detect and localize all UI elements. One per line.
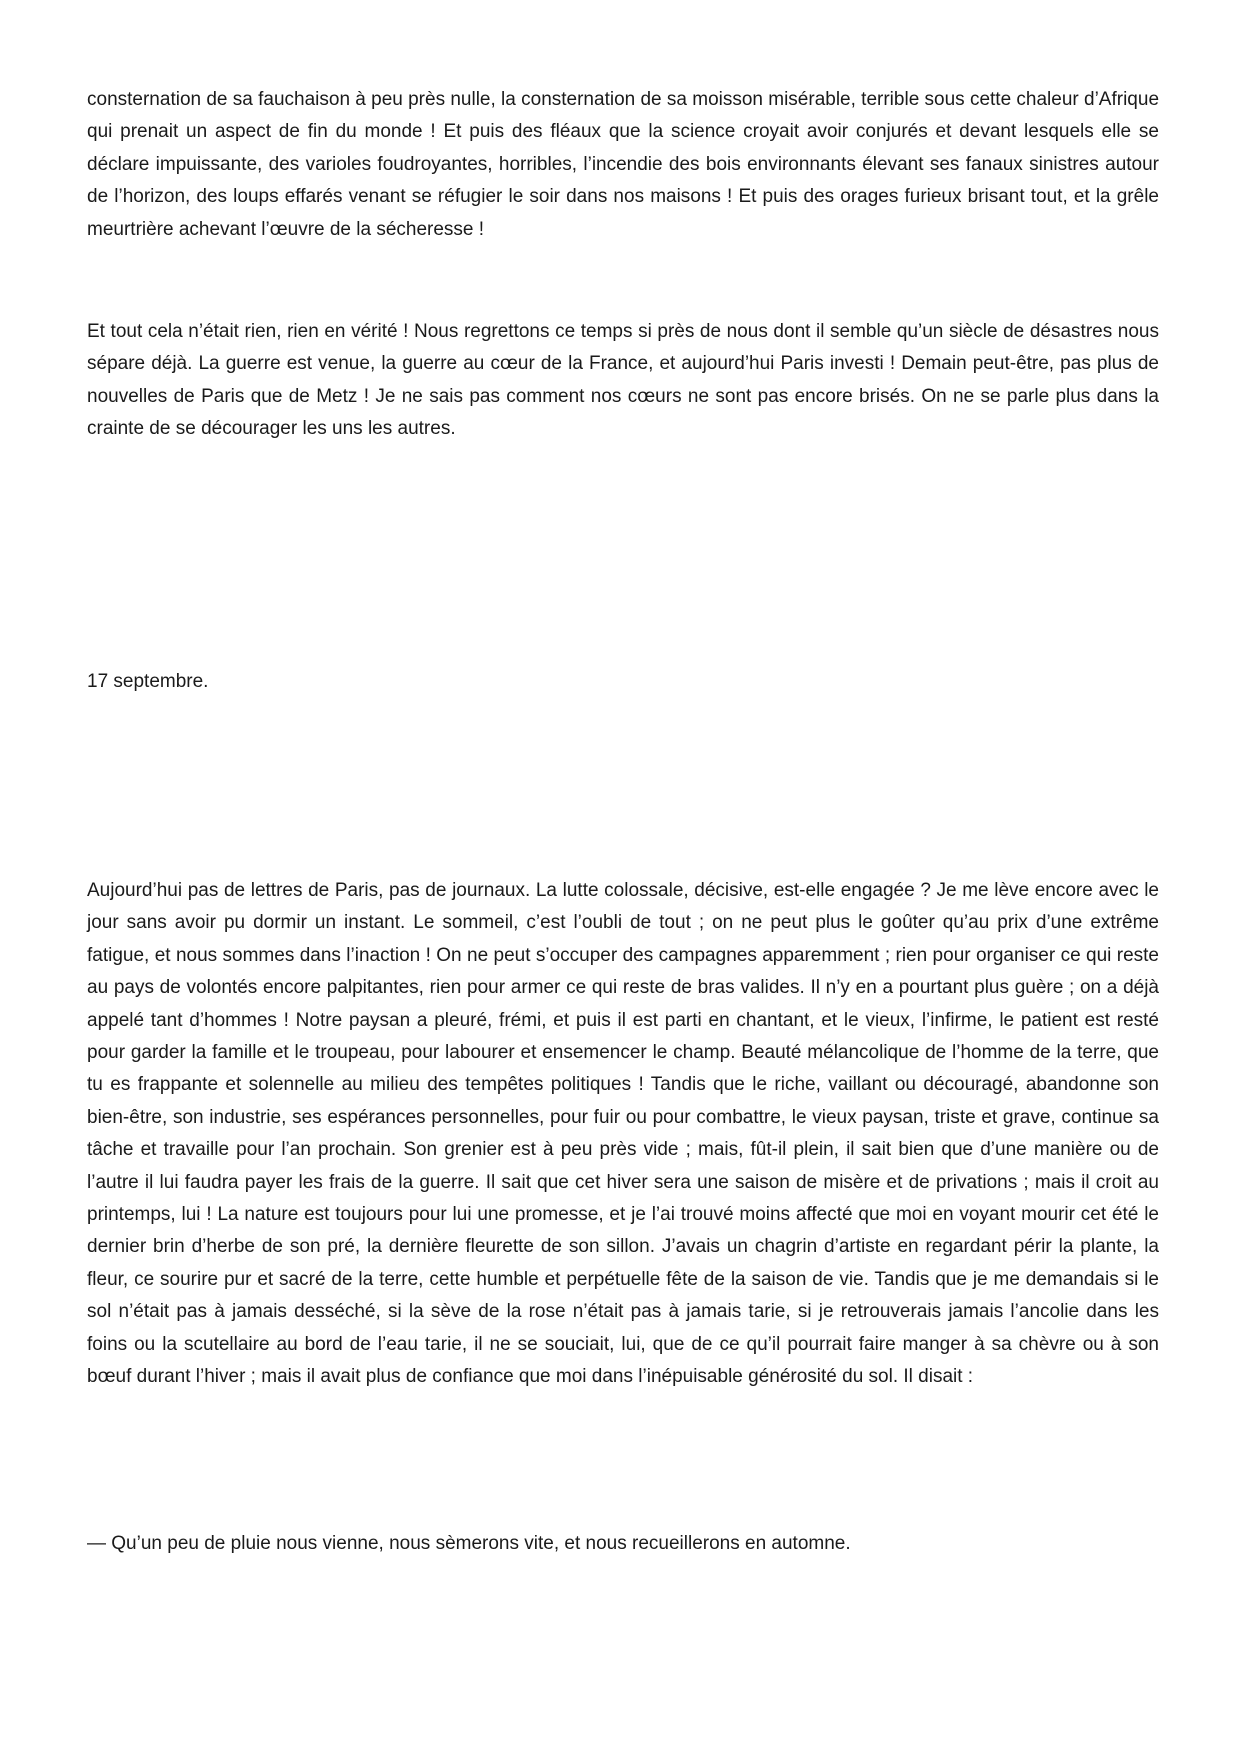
paragraph-dialogue: — Qu’un peu de pluie nous vienne, nous sèmerons vite, et nous recueillerons en automne. [87,1533,851,1554]
paragraph-war: Et tout cela n’était rien, rien en vérité ! Nous regrettons ce temps si près de nous dont il semble qu’un siècle de désastres nous sépare déjà. La guerre est venue, la guerre au cœur de la France, et aujourd’hui Paris investi ! Demain peut-être, pas plus de nouvelles de Paris que de Metz ! Je ne sais pas comment nos cœurs ne sont pas encore brisés. On ne se parle plus dans la crainte de se décourager les uns les autres. [87,321,1159,440]
paragraph-peasant: Aujourd’hui pas de lettres de Paris, pas de journaux. La lutte colossale, décisive, est-elle engagée ? Je me lève encore avec le jour sans avoir pu dormir un instant. Le sommeil, c’est l’oubli de tout ; on ne peut plus le goûter qu’au prix d’une extrême fatigue, et nous sommes dans l’inaction ! On ne peut s’occuper des campagnes apparemment ; rien pour organiser ce qui reste au pays de volontés encore palpitantes, rien pour armer ce qui reste de bras valides. Il n’y en a pourtant plus guère ; on a déjà appelé tant d’hommes ! Notre paysan a pleuré, frémi, et puis il est parti en chantant, et le vieux, l’infirme, le patient est resté pour garder la famille et le troupeau, pour labourer et ensemencer le champ. Beauté mélancolique de l’homme de la terre, que tu es frappante et solennelle au milieu des tempêtes politiques ! Tandis que le riche, vaillant ou découragé, abandonne son bien-être, son industrie, ses espérances personnelles, pour fuir ou pour combattre, le vieux paysan, triste et grave, continue sa tâche et travaille pour l’an prochain. Son grenier est à peu près vide ; mais, fût-il plein, il sait bien que d’une manière ou de l’autre il lui faudra payer les frais de la guerre. Il sait que cet hiver sera une saison de misère et de privations ; mais il croit au printemps, lui ! La nature est toujours pour lui une promesse, et je l’ai trouvé moins affecté que moi en voyant mourir cet été le dernier brin d’herbe de son pré, la dernière fleurette de son sillon. J’avais un chagrin d’artiste en regardant périr la plante, la fleur, ce sourire pur et sacré de la terre, cette humble et perpétuelle fête de la saison de vie. Tandis que je me demandais si le sol n’était pas à jamais desséché, si la sève de la rose n’était pas à jamais tarie, si je retrouverais jamais l’ancolie dans les foins ou la scutellaire au bord de l’eau tarie, il ne se souciait, lui, que de ce qu’il pourrait faire manger à sa chèvre ou à son bœuf durant l’hiver ; mais il avait plus de confiance que moi dans l’inépuisable générosité du sol. Il disait : [87,880,1159,1388]
paragraph-consternation: consternation de sa fauchaison à peu près nulle, la consternation de sa moisson misérable, terrible sous cette chaleur d’Afrique qui prenait un aspect de fin du monde ! Et puis des fléaux que la science croyait avoir conjurés et devant lesquels elle se déclare impuissante, des varioles foudroyantes, horribles, l’incendie des bois environnants élevant ses fanaux sinistres autour de l’horizon, des loups effarés venant se réfugier le soir dans nos maisons ! Et puis des orages furieux brisant tout, et la grêle meurtrière achevant l’œuvre de la sécheresse ! [87,89,1160,240]
date-heading: 17 septembre. [87,671,209,692]
